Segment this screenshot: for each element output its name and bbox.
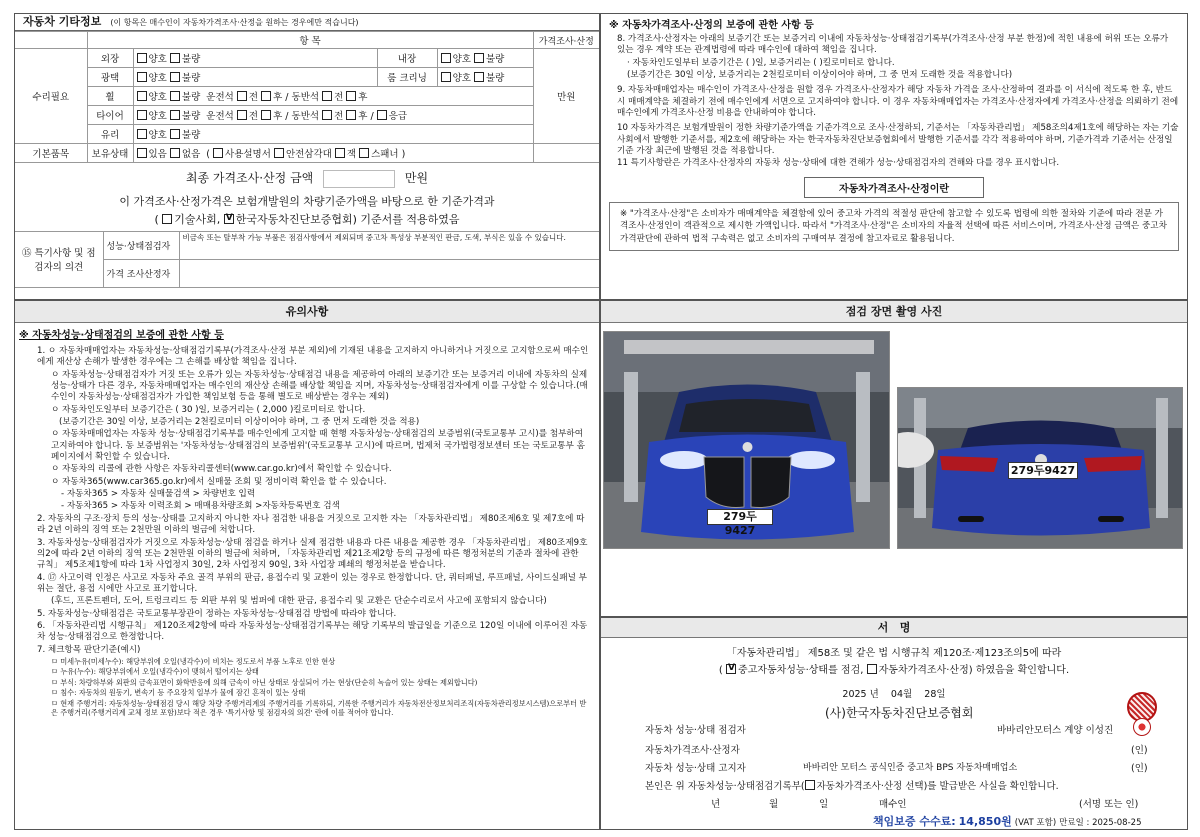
other-info-panel <box>14 13 600 300</box>
glass-bad-label: 불량 <box>181 130 201 141</box>
final-price-input[interactable] <box>323 170 395 188</box>
price-definition-box: ※ "가격조사·산정"은 소비자가 매매계약을 체결함에 있어 중고차 가격의 적절성 판단에 참고할 수 있도록 법령에 의한 절차와 기준에 따라 전문 가격조사·산정인이 객관적으로 제시한 가액입니다. 따라서 "가격조사·산정"은 소비자의 자율적 선택에 따른 서비스이며, 가격조사·산정 금액은 중고차 가격판단에 관하여 법적 구속력은 없고 소비자의 구매여부 결정에 참고자료로 활용됩니다. <box>609 202 1179 251</box>
wheel-driver-front-label: 전 <box>248 92 259 103</box>
tire-driver-rear-label: 후 <box>273 111 283 122</box>
repair-price-unit: 만원 <box>533 49 599 144</box>
price-warranty-title: ※ 자동차가격조사·산정의 보증에 관한 사항 등 <box>609 20 814 31</box>
gloss-good-label: 양호 <box>148 73 167 84</box>
criteria-list <box>15 657 599 718</box>
final-price-unit: 만원 <box>404 171 429 185</box>
tire-passenger-rear-checkbox[interactable] <box>346 110 356 120</box>
note-item: 2. 자동차의 구조·장치 등의 성능·상태를 고지하지 아니한 자나 점검한 내용을 거짓으로 고지한 자는 「자동차관리법」 제80조제6호 및 제7호에 따라 2년 이하의 징역 또는 2천만원 이하의 벌금에 처합니다. <box>37 513 585 536</box>
price-item-11: 11 특기사항란은 가격조사·산정자의 자동차 성능·상태에 대한 견해가 성능·상태점검자의 견해와 다를 경우 표시합니다. <box>617 158 1060 169</box>
date-month-unit: 월 <box>903 689 913 700</box>
price-definition-box-title: 자동차가격조사·산정이란 <box>804 177 984 198</box>
col-price-header: 가격조사·산정 <box>533 32 599 49</box>
note-item: - 자동차365 > 자동차 이력조회 > 매매용차량조회 >자동차등록번호 검색 <box>61 501 340 512</box>
rear-inspection-photo <box>897 387 1183 549</box>
signature-panel <box>600 617 1188 830</box>
exterior-bad-checkbox[interactable] <box>170 53 180 63</box>
basic-label: 기본품목 <box>15 144 87 163</box>
fee-row <box>873 813 1183 829</box>
note-item: 1. ㅇ 자동차매매업자는 자동차성능·상태점검기록부(가격조사·산정 부분 제외)에 기재된 내용을 고지하지 아니하거나 거짓으로 고지함으로써 매수인에게 재산상 손해가 발생한 경우에는 그 손해를 배상할 책임을 집니다. <box>37 346 589 368</box>
note-item: (보증기간은 30일 이상, 보증거리는 2천킬로미터 이상이어야 하며, 그 중 먼저 도래한 것을 적용) <box>59 417 420 428</box>
tire-passenger-front-checkbox[interactable] <box>322 110 332 120</box>
note-item: 6. 「자동차관리법 시행규칙」 제120조제2항에 따라 자동차성능·상태점검기록부는 해당 기록부의 발급일을 기준으로 120일 이내에 이루어진 자동차 성능·상태점검으로 한정합니다. <box>37 620 588 643</box>
date-year-unit: 년 <box>869 689 879 700</box>
tire-driver-rear-checkbox[interactable] <box>261 110 271 120</box>
triangle-label: 안전삼각대 <box>285 149 332 160</box>
other-info-title: 자동차 기타정보 <box>23 15 102 28</box>
possession-none-checkbox[interactable] <box>170 148 180 158</box>
tire-passenger-label: 동반석 <box>291 111 320 122</box>
note-item: ㅇ 자동차365(www.car365.go.kr)에서 실매물 조회 및 정비이력 확인을 할 수 있습니다. <box>51 476 387 487</box>
wheel-passenger-front-checkbox[interactable] <box>322 91 332 101</box>
tire-passenger-front-label: 전 <box>334 111 344 122</box>
wheel-passenger-rear-checkbox[interactable] <box>346 91 356 101</box>
tire-passenger-rear-label: 후 <box>358 111 368 122</box>
date-day-unit: 일 <box>936 689 946 700</box>
fee-value: 14,850원 <box>958 815 1012 828</box>
inspector-row <box>645 722 1165 736</box>
tire-good-checkbox[interactable] <box>137 110 147 120</box>
signature-title: 서 명 <box>601 618 1187 638</box>
glass-bad-checkbox[interactable] <box>170 129 180 139</box>
interior-good-checkbox[interactable] <box>441 53 451 63</box>
note-item: 4. ⑰ 사고이력 인정은 사고로 자동차 주요 골격 부위의 판금, 용접수리 및 교환이 있는 경우로 한정합니다. 단, 쿼터패널, 루프패널, 사이드실패널 부위는 절단, 용접 시에만 사고로 표기합니다. <box>37 572 587 594</box>
interior-bad-label: 불량 <box>485 54 505 65</box>
price-item-10: 10 자동차가격은 보험개발원이 정한 차량기준가액을 기준가격으로 조사·산정하되, 기준서는 「자동차관리법」 제58조의4제1호에 해당하는 자는 기술사회에서 발행한 기준서를, 제2호에 해당하는 자는 한국자동차진단보증협회에서 발행한 기준서를 각각 적용하여야 하며, 기준가격과 기준서는 산정일 기준 가장 최근에 발행된 것을 적용합니다. <box>617 123 1179 157</box>
criteria-item: ㅁ 현재 주행거리: 자동차성능·상태점검 당시 해당 차량 주행거리계의 주행거리를 기록하되, 기록한 주행거리가 자동차전산정보처리조직(자동차관리정보시스템)으로부터 받은 주행거리(주행거리계 교체 정보 포함)보다 적은 경우 '특기사항 및 점검자의 의견' 란에 이를 적어야 합니다. <box>51 698 587 718</box>
price-item-9: 9. 자동차매매업자는 매수인이 가격조사·산정을 원할 경우 가격조사·산정자가 해당 자동차 가격을 조사·산정하여 결과를 이 서식에 적도록 한 후, 반드시 매매계약을 체결하기 전에 매수인에게 서면으로 고지하여야 합니다. 이 경우 자동차매매업자는 가격조사·산정자에게 가격조사·산정을 의뢰하기 전에 매수인에게 가격조사·산정 비용을 안내하여야 합니다. <box>617 85 1179 119</box>
interior-bad-checkbox[interactable] <box>474 53 484 63</box>
price-item-8b: · 자동차인도일부터 보증기간은 ( )일, 보증거리는 ( )킬로미터로 합니다. <box>627 57 895 68</box>
tire-label: 타이어 <box>87 106 133 125</box>
signature-date <box>601 686 1187 700</box>
triangle-checkbox[interactable] <box>274 148 284 158</box>
special-label: ⑮ 특기사항 및 점검자의 의견 <box>15 231 103 287</box>
price-check-checkbox[interactable] <box>867 664 877 674</box>
tire-bad-checkbox[interactable] <box>170 110 180 120</box>
jack-label: 잭 <box>346 149 357 160</box>
buyer-month-label: 월 <box>769 799 779 810</box>
inspector-label: 자동차 성능·상태 점검자 <box>645 725 746 736</box>
possession-none-label: 없음 <box>181 149 201 160</box>
wheel-good-label: 양호 <box>148 92 167 103</box>
signature-org: (사)한국자동차진단보증협회 <box>825 706 974 720</box>
wheel-driver-label: 운전석 <box>206 92 234 103</box>
tire-driver-front-checkbox[interactable] <box>237 110 247 120</box>
tire-bad-label: 불량 <box>181 111 201 122</box>
price-inspector-label: 가격 조사산정자 <box>103 259 179 287</box>
receipt-price-checkbox[interactable] <box>805 780 815 790</box>
technical-society-label: 기술사회, <box>174 212 221 226</box>
buyer-day-label: 일 <box>819 799 829 810</box>
manual-checkbox[interactable] <box>213 148 223 158</box>
glass-label: 유리 <box>87 125 133 144</box>
notes-list <box>15 344 599 656</box>
note-item: ㅇ 자동차매매업자는 자동차 성능·상태점검기록부를 매수인에게 고지할 때 현행 자동차성능·상태점검의 보증범위(국토교통부 고시)를 첨부하여 고지하여야 합니다. 동 보증범위는 '자동차성능·상태점검의 보증범위'(국토교통부 고시)에 따르며, 법제처 국가법령정보센터 또는 국토교통부 홈페이지에서 확인할 수 있습니다. <box>51 429 585 463</box>
wheel-driver-front-checkbox[interactable] <box>237 91 247 101</box>
wheel-driver-rear-label: 후 <box>273 92 283 103</box>
kadwa-label: 한국자동차진단보증협회) 기준서를 적용하였음 <box>235 212 460 226</box>
other-info-note: (이 항목은 매수인이 자동차가격조사·산정을 원하는 경우에만 적습니다) <box>110 18 359 27</box>
spanner-checkbox[interactable] <box>359 148 369 158</box>
buyer-row <box>711 796 1181 810</box>
exterior-label: 외장 <box>87 49 133 68</box>
note-item: ㅇ 자동차의 리콜에 관한 사항은 자동차리콜센터(www.car.go.kr)에서 확인할 수 있습니다. <box>51 464 392 475</box>
spanner-label: 스패너 <box>371 149 399 160</box>
glass-good-checkbox[interactable] <box>137 129 147 139</box>
fee-label: 책임보증 수수료: <box>873 815 956 828</box>
gloss-good-checkbox[interactable] <box>137 72 147 82</box>
final-price-row <box>15 169 599 188</box>
wheel-label: 휠 <box>87 87 133 106</box>
price-inspector-sign-label: 자동차가격조사·산정자 <box>645 745 740 756</box>
criteria-item: ㅁ 미세누유(미세누수): 해당부위에 오일(냉각수)이 비치는 정도로서 부품 노후로 인한 현상 <box>51 656 336 666</box>
fee-vat: (VAT 포함) <box>1014 818 1057 828</box>
interior-label: 내장 <box>377 49 437 68</box>
wheel-passenger-front-label: 전 <box>334 92 344 103</box>
exterior-good-label: 양호 <box>148 54 167 65</box>
buyer-sign-placeholder: (서명 또는 인) <box>1079 799 1139 810</box>
signature-law-1: 「자동차관리법」 제58조 및 같은 법 시행규칙 제120조·제123조의5에 따라 <box>726 648 1062 659</box>
rear-license-plate: 279두9427 <box>1008 462 1078 479</box>
final-price-label: 최종 가격조사·산정 금액 <box>185 171 314 185</box>
inspector-seal-stamp <box>1133 718 1151 736</box>
tire-driver-front-label: 전 <box>248 111 259 122</box>
notifier-label: 자동차 성능·상태 고지자 <box>645 763 746 774</box>
criteria-item: ㅁ 침수: 자동차의 원동기, 변속기 등 주요장치 일부가 물에 잠긴 흔적이 있는 상태 <box>51 688 306 698</box>
interior-good-label: 양호 <box>452 54 471 65</box>
expiry-date: 만료일 : 2025-08-25 <box>1059 818 1142 828</box>
receipt-text-a: 본인은 위 자동차성능·상태점검기록부( <box>645 781 805 792</box>
buyer-year-label: 년 <box>711 799 721 810</box>
price-inspector-seal: (인) <box>1131 745 1148 756</box>
date-year: 2025 <box>842 689 867 700</box>
note-item: ㅇ 자동차성능·상태점검자가 거짓 또는 오류가 있는 자동차성능·상태점검 내용을 제공하여 아래의 보증기간 또는 보증거리 이내에 자동차의 실제 성능·상태가 다른 경우, 자동차매매업자는 매수인의 재산상 손해를 배상할 책임을 지며, 자동차성능·상태점검자에게 이를 구상할 수 있습니다.(매수인이 자동차성능·상태점검자가 가입한 책임보험 등을 통해 별도로 배상받는 경우는 제외) <box>51 369 588 403</box>
price-item-8c: (보증기간은 30일 이상, 보증거리는 2천킬로미터 이상이어야 하며, 그 중 먼저 도래한 것을 적용합니다) <box>627 70 1013 81</box>
room-cleaning-good-checkbox[interactable] <box>441 72 451 82</box>
basis-text-2: ( 기술사회, V 한국자동차진단보증협회) 기준서를 적용하였음 <box>15 211 599 227</box>
date-month: 04 <box>890 689 904 700</box>
wheel-good-checkbox[interactable] <box>137 91 147 101</box>
performance-check-checkbox[interactable] <box>726 664 736 674</box>
photo-panel <box>600 300 1188 617</box>
other-info-header <box>15 14 599 31</box>
note-item: (후드, 프론트펜더, 도어, 트렁크리드 등 외판 부위 및 범퍼에 대한 판금, 용접수리 및 교환은 단순수리로서 사고에 포함되지 않습니다) <box>51 596 547 607</box>
receipt-text-b: 자동차가격조사·산정 선택)를 발급받은 사실을 확인합니다. <box>816 781 1059 792</box>
exterior-good-checkbox[interactable] <box>137 53 147 63</box>
front-license-plate: 279두9427 <box>707 509 773 525</box>
note-item: - 자동차365 > 자동차 실매물검색 > 차량번호 입력 <box>61 489 256 500</box>
manual-label: 사용설명서 <box>225 149 271 160</box>
wheel-driver-rear-checkbox[interactable] <box>261 91 271 101</box>
note-item: 7. 체크항목 판단기준(예시) <box>37 644 141 655</box>
gloss-label: 광택 <box>87 68 133 87</box>
performance-check-label: 중고자동차성능·상태를 점검, <box>737 665 864 676</box>
signature-law-2: ( V중고자동차성능·상태를 점검, 자동차가격조사·산정) 하였음을 확인합니다. <box>601 661 1187 676</box>
glass-good-label: 양호 <box>148 130 167 141</box>
inspector-name: 바바리안모터스 계양 이성진 <box>997 725 1114 736</box>
tire-emergency-checkbox[interactable] <box>377 110 387 120</box>
jack-checkbox[interactable] <box>335 148 345 158</box>
tire-good-label: 양호 <box>148 111 167 122</box>
notifier-name: 바바리안 모터스 공식인증 중고차 BPS 자동차매매업소 <box>803 763 1018 773</box>
possession-has-checkbox[interactable] <box>137 148 147 158</box>
perf-inspector-note: 비금속 또는 탈부착 가능 부품은 점검사항에서 제외되며 중고차 특성상 부분적인 판금, 도색, 부식은 있을 수 있습니다. <box>179 231 599 259</box>
exterior-bad-label: 불량 <box>181 54 201 65</box>
notifier-row <box>645 760 1165 774</box>
notes-panel <box>14 300 600 830</box>
other-info-table: 항 목 가격조사·산정 수리필요 외장 양호 불량 내장 양호 불량 만원 광택 양호 불량 룸 크리닝 양호 불량 휠 양호 불량 운전석 전 후 / 동반석 전 후 타이어 양호 불량 운전석 전 후 / 동반석 전 후 / 응급 유리 양호 불량 기본품목 보유상태 있음 없음 ( 사용설명서 안전삼각대 잭 스패너 ) <box>15 31 599 163</box>
price-warranty-panel <box>600 13 1188 300</box>
special-notes-table <box>15 231 599 288</box>
tire-driver-label: 운전석 <box>206 111 234 122</box>
room-cleaning-bad-checkbox[interactable] <box>474 72 484 82</box>
perf-inspector-label: 성능·상태점검자 <box>103 231 179 259</box>
room-cleaning-good-label: 양호 <box>452 73 471 84</box>
date-day: 28 <box>924 689 937 700</box>
gloss-bad-checkbox[interactable] <box>170 72 180 82</box>
tire-emergency-label: 응급 <box>388 111 408 122</box>
possession-label: 보유상태 <box>87 144 133 163</box>
note-item: ㅇ 자동차인도일부터 보증기간은 ( 30 )일, 보증거리는 ( 2,000 )킬로미터로 합니다. <box>51 404 366 415</box>
col-item-header: 항 목 <box>87 32 533 49</box>
room-cleaning-bad-label: 불량 <box>485 73 505 84</box>
kadwa-checkbox[interactable] <box>224 214 234 224</box>
criteria-item: ㅁ 누유(누수): 해당부위에서 오일(냉각수)이 맺혀서 떨어지는 상태 <box>51 667 259 677</box>
price-inspector-row <box>645 742 1165 756</box>
room-cleaning-label: 룸 크리닝 <box>377 68 437 87</box>
receipt-row <box>645 778 1185 792</box>
notifier-seal: (인) <box>1131 763 1148 774</box>
technical-society-checkbox[interactable] <box>162 214 172 224</box>
price-item-8: 8. 가격조사·산정자는 아래의 보증기간 또는 보증거리 이내에 자동차성능·상태점검기록부(가격조사·산정 부분 한정)에 적힌 내용에 허위 또는 오류가 있는 경우 계약 또는 관계법령에 따라 매수인에 대하여 책임을 집니다. <box>617 34 1169 56</box>
price-check-label: 자동차가격조사·산정) 하였음을 확인합니다. <box>878 665 1070 676</box>
criteria-item: ㅁ 부식: 차량하부와 외판의 금속표면이 화학반응에 의해 금속이 아닌 상태로 상실되어 가는 현상(단순히 녹슬어 있는 상태는 제외합니다) <box>51 677 478 687</box>
wheel-bad-checkbox[interactable] <box>170 91 180 101</box>
repair-label: 수리필요 <box>15 49 87 144</box>
buyer-label: 매수인 <box>879 799 907 810</box>
wheel-passenger-label: 동반석 <box>291 92 320 103</box>
basis-text-1: 이 가격조사·산정가격은 보험개발원의 차량기준가액을 바탕으로 한 기준가격과 <box>119 194 495 208</box>
note-item: 5. 자동차성능·상태점검은 국토교통부장관이 정하는 자동차성능·상태점검 방법에 따라야 합니다. <box>37 608 397 619</box>
possession-has-label: 있음 <box>148 149 167 160</box>
photo-title: 점검 장면 촬영 사진 <box>601 301 1187 323</box>
notes-subtitle: ※ 자동차성능·상태점검의 보증에 관한 사항 등 <box>19 330 224 341</box>
wheel-passenger-rear-label: 후 <box>358 92 368 103</box>
gloss-bad-label: 불량 <box>181 73 201 84</box>
wheel-bad-label: 불량 <box>181 92 201 103</box>
front-inspection-photo <box>603 331 890 549</box>
notes-title: 유의사항 <box>15 301 599 323</box>
note-item: 3. 자동차성능·상태점검자가 거짓으로 자동차성능·상태 점검을 하거나 실제 점검한 내용과 다른 내용을 제공한 경우 「자동차관리법」 제80조제9호의2에 따라 2년 이하의 징역 또는 2천만원 이하의 벌금에 처하며, 「자동차관리법 제21조제2항 등의 규정에 따른 행정처분의 기준과 절차에 관한 규칙」 제5조제1항에 따라 1차 사업정지 30일, 2차 사업정지 90일, 3차 사업장 폐쇄의 행정처분을 받습니다. <box>37 537 588 571</box>
